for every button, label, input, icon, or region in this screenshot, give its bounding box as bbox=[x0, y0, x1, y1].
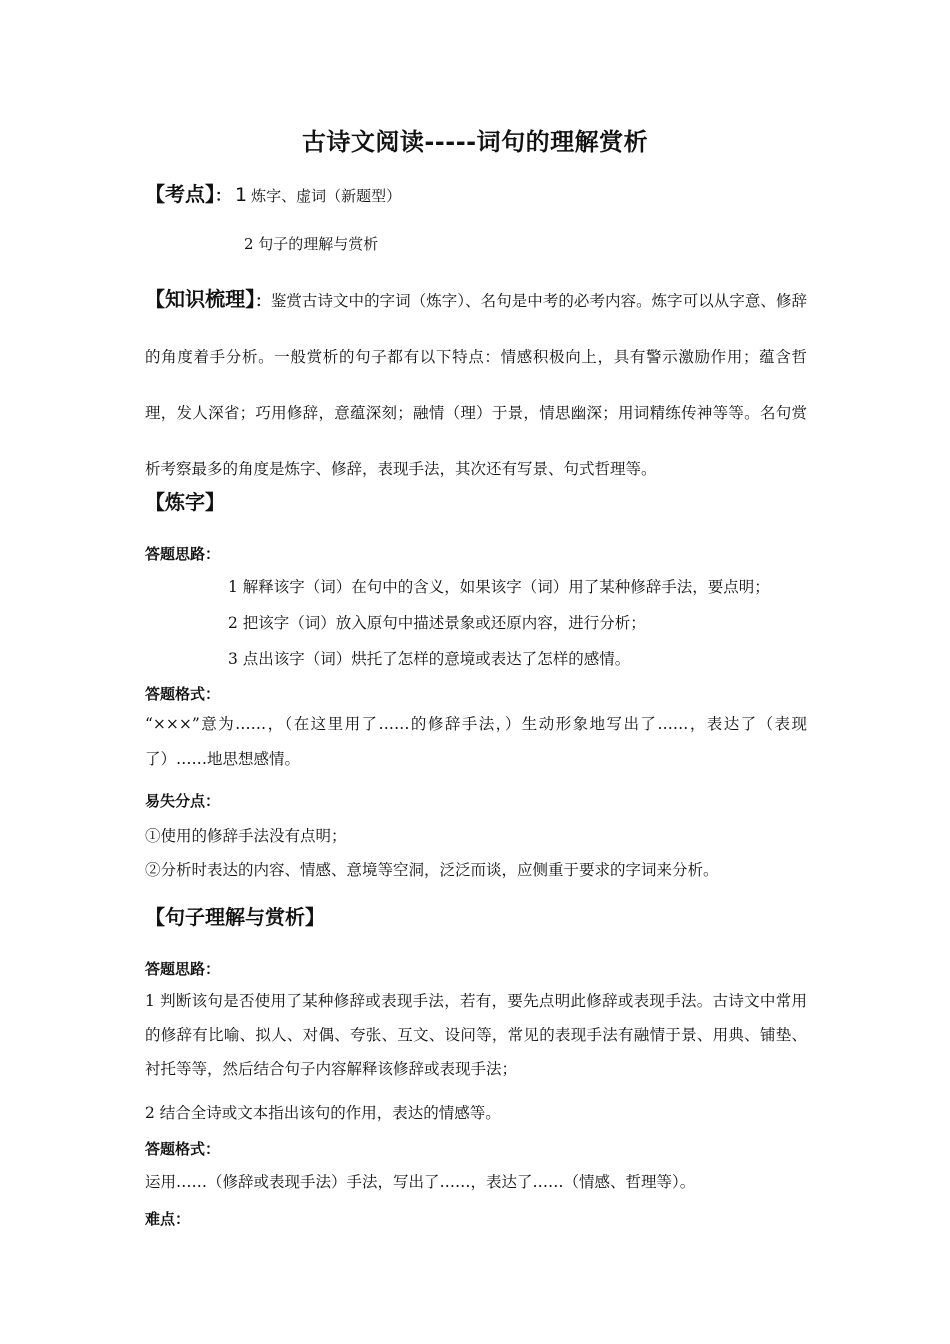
lianzi-geshi-text: “×××”意为……，（在这里用了……的修辞手法，）生动形象地写出了……，表达了（表现了）……地思想感情。 bbox=[145, 715, 807, 768]
lianzi-step-3: 3 点出该字（词）烘托了怎样的意境或表达了怎样的感情。 bbox=[228, 650, 631, 668]
lianzi-silu-label: 答题思路： bbox=[145, 545, 221, 563]
kaodian-num1: 1 bbox=[235, 184, 248, 206]
lianzi-step-2: 2 把该字（词）放入原句中描述景象或还原内容，进行分析； bbox=[228, 614, 646, 632]
kaodian-item2: 2 句子的理解与赏析 bbox=[244, 235, 379, 253]
lianzi-geshi-label: 答题格式： bbox=[145, 685, 221, 703]
lianzi-yishi-2: ②分析时表达的内容、情感、意境等空洞，泛泛而谈，应侧重于要求的字词来分析。 bbox=[145, 861, 719, 879]
juzi-geshi-text: 运用……（修辞或表现手法）手法，写出了……，表达了……（情感、哲理等）。 bbox=[145, 1173, 696, 1191]
juzi-heading: 【句子理解与赏析】 bbox=[145, 905, 325, 929]
juzi-silu-2: 2 结合全诗或文本指出该句的作用，表达的情感等。 bbox=[145, 1104, 501, 1122]
kaodian-colon: ： bbox=[215, 186, 232, 205]
juzi-nandian-label: 难点： bbox=[145, 1210, 191, 1228]
zhishi-colon: ： bbox=[255, 291, 271, 310]
lianzi-heading: 【炼字】 bbox=[145, 490, 225, 514]
juzi-geshi-label: 答题格式： bbox=[145, 1140, 221, 1158]
juzi-silu-1: 1 判断该句是否使用了某种修辞或表现手法，若有，要先点明此修辞或表现手法。古诗文中常用的修辞有比喻、拟人、对偶、夸张、互文、设问等，常见的表现手法有融情于景、用典、铺垫、衬托等等，然后结合句子内容解释该修辞或表现手法； bbox=[145, 992, 807, 1078]
zhishi-label: 【知识梳理】 bbox=[145, 287, 256, 311]
kaodian-label: 【考点】 bbox=[145, 182, 215, 206]
lianzi-yishi-1: ①使用的修辞手法没有点明； bbox=[145, 827, 347, 845]
zhishi-paragraph bbox=[145, 273, 807, 497]
kaodian-line bbox=[145, 178, 401, 207]
page-title: 古诗文阅读-----词句的理解赏析 bbox=[301, 128, 649, 156]
lianzi-step-1: 1 解释该字（词）在句中的含义，如果该字（词）用了某种修辞手法，要点明； bbox=[228, 578, 770, 596]
juzi-silu-label: 答题思路： bbox=[145, 960, 221, 978]
zhishi-text: 鉴赏古诗文中的字词（炼字）、名句是中考的必考内容。炼字可以从字意、修辞的角度着手分析。一般赏析的句子都有以下特点：情感积极向上，具有警示激励作用；蕴含哲理，发人深省；巧用修辞，意蕴深刻；融情（理）于景，情思幽深；用词精练传神等等。名句赏析考察最多的角度是炼字、修辞，表现手法，其次还有写景、句式哲理等。 bbox=[145, 292, 807, 478]
lianzi-yishi-label: 易失分点： bbox=[145, 792, 221, 810]
kaodian-item1: 炼字、虚词（新题型） bbox=[251, 187, 402, 205]
